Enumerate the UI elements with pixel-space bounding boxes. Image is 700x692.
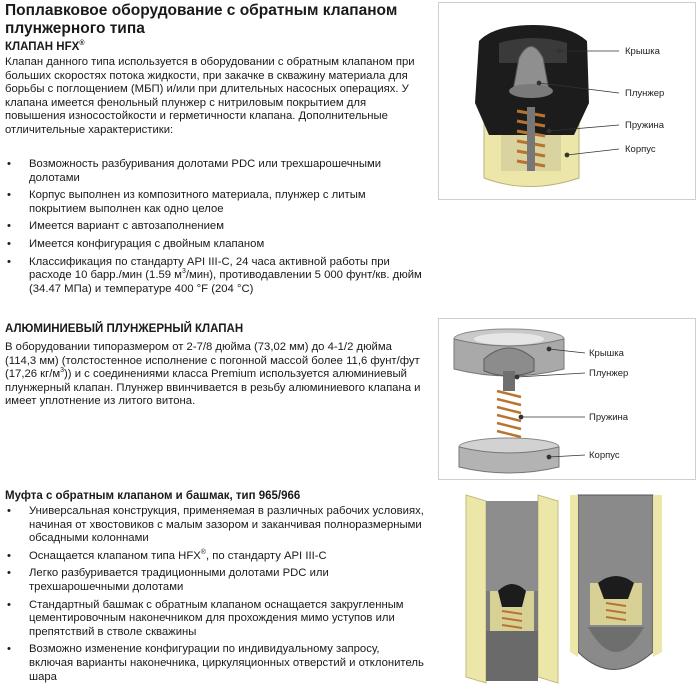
list-item: • Возможность разбуривания долотами PDC или трехшарошечными долотами (5, 158, 425, 185)
hfx-valve-figure (438, 2, 696, 200)
spring-shape (497, 391, 521, 437)
list-item: • Оснащается клапаном типа HFX®, по стандарту API III-C (5, 550, 425, 564)
float-collar-shape (466, 495, 558, 683)
section1-paragraph: Клапан данного типа используется в оборудовании с обратным клапаном при больших скоростях потока жидкости, при закачке в скважину материала для борьбы с поглощением (МБП) и/или при длительных насосных операциях. У клапана имеется фенольный плунжер с нитриловым покрытием для повышения износостойкости и герметичности клапана. Дополнительные отличительные характеристики: (5, 56, 415, 136)
label-plunger: Плунжер (625, 88, 665, 99)
list-item: • Универсальная конструкция, применяемая в различных рабочих условиях, начиная от хвостовиков с малым зазором и заканчивая полноразмерными обсадными колоннами (5, 505, 425, 546)
list-item: • Стандартный башмак с обратным клапаном оснащается закругленным цементировочным наконечником для прохождения мимо уступов или препятствий в стволе скважины (5, 599, 425, 640)
list-item: • Легко разбуривается традиционными долотами PDC или трехшарошечными долотами (5, 567, 425, 594)
list-item: • Имеется конфигурация с двойным клапаном (5, 238, 425, 252)
collar-shoe-figure (438, 487, 694, 687)
label-cap: Крышка (625, 46, 660, 57)
aluminum-valve-figure (438, 318, 696, 480)
list-item: • Классификация по стандарту API III-C, 24 часа активной работы при расходе 10 барр./мин (1.59 $м^3/мин$), противодавлении 5 000 фунт/кв. дюйм (34.47 МПа) и температуре 400 °F (204 °C) (5, 256, 425, 297)
hfx-valve-illustration (439, 3, 695, 199)
label-body: Корпус (589, 450, 620, 461)
list-item: • Возможно изменение конфигурации по индивидуальному запросу, включая варианты наконечника, циркуляционных отверстий и отклонитель шара (5, 643, 425, 684)
label-body: Корпус (625, 144, 656, 155)
label-spring: Пружина (589, 412, 629, 423)
label-spring: Пружина (625, 120, 665, 131)
aluminum-valve-illustration (439, 319, 695, 479)
list-item: • Корпус выполнен из композитного материала, плунжер с литым покрытием выполнен как одно целое (5, 189, 425, 216)
section2-title: АЛЮМИНИЕВЫЙ ПЛУНЖЕРНЫЙ КЛАПАН (5, 323, 244, 335)
collar-shoe-illustration (438, 487, 694, 687)
section3-title: Муфта с обратным клапаном и башмак, тип 965/966 (5, 490, 301, 502)
section3-bullets (5, 505, 425, 688)
section2-paragraph: В оборудовании типоразмером от 2-7/8 дюйма (73,02 мм) до 4-1/2 дюйма (114,3 мм) (толстостенное исполнение с погонной массой более 11,6 фунт/фут (17,26 $кг/м^3$)) и с соединениями класса Premium используется алюминиевый плунжерный клапан. Плунжер ввинчивается в резьбу алюминиевого клапана и имеет уплотнение из литого витона. (5, 341, 421, 408)
label-cap: Крышка (589, 348, 624, 359)
section1-title: Поплавковое оборудование с обратным клапаном плунжерного типа (5, 2, 398, 37)
label-plunger: Плунжер (589, 368, 629, 379)
section1-bullets (5, 158, 425, 300)
section1-subtitle: КЛАПАН HFX® (5, 40, 85, 53)
float-shoe-shape (570, 495, 662, 670)
list-item: • Имеется вариант с автозаполнением (5, 220, 425, 234)
